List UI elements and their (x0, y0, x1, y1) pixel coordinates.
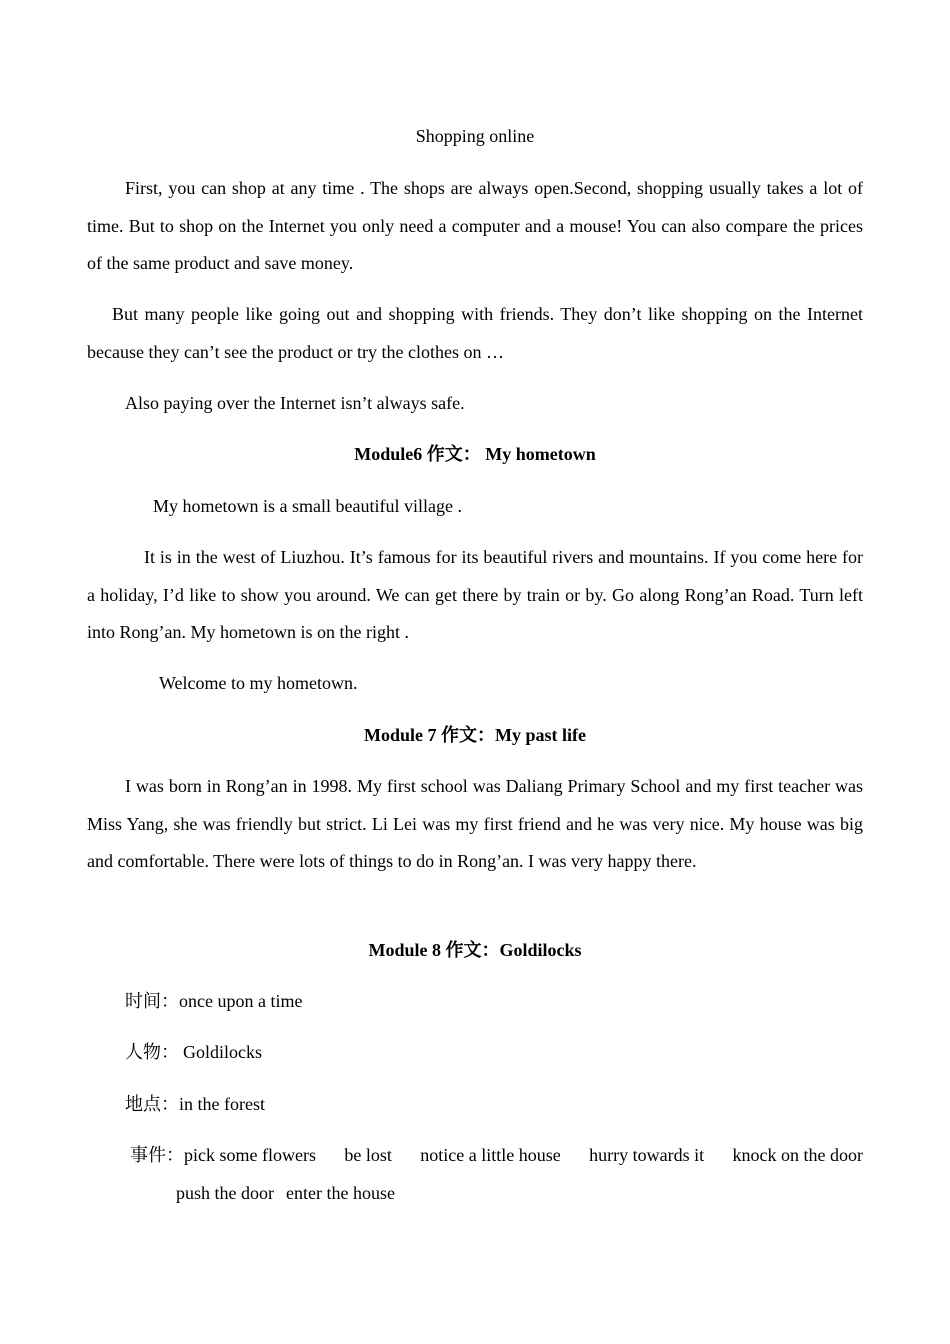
place-line (125, 1086, 265, 1124)
module6-paragraph-1: My hometown is a small beautiful village . (153, 496, 462, 516)
shopping-paragraph-3: Also paying over the Internet isn’t always safe. (125, 393, 465, 413)
event-item: push the door (176, 1182, 274, 1203)
place-value: in the forest (179, 1094, 265, 1114)
module6-paragraph-3: Welcome to my hometown. (159, 673, 358, 693)
event-item: knock on the door (732, 1145, 863, 1165)
time-label: 时间： (125, 991, 179, 1011)
module7-title: Module 7 作文：My past life (364, 725, 586, 745)
events-row-1 (130, 1137, 863, 1175)
module6-title: Module6 作文： My hometown (354, 444, 596, 464)
event-item: enter the house (286, 1182, 395, 1203)
event-item: hurry towards it (589, 1145, 705, 1165)
events-label: 事件： (130, 1145, 184, 1165)
event-item: notice a little house (420, 1145, 561, 1165)
events-block (130, 1137, 863, 1212)
time-value: once upon a time (179, 991, 303, 1011)
event-item: pick some flowers (184, 1145, 316, 1165)
shopping-paragraph-2: But many people like going out and shopping with friends. They don’t like shopping on the Internet because they can’t see the product or try the clothes on … (87, 304, 863, 362)
place-label: 地点： (125, 1094, 179, 1114)
shopping-paragraph-1: First, you can shop at any time . The shops are always open.Second, shopping usually takes a lot of time. But to shop on the Internet you only need a computer and a mouse! You can also compare the prices of the same product and save money. (87, 178, 863, 273)
shopping-title: Shopping online (415, 126, 535, 146)
event-item: be lost (344, 1145, 392, 1165)
module8-title: Module 8 作文：Goldilocks (368, 940, 582, 960)
module6-paragraph-2: It is in the west of Liuzhou. It’s famous for its beautiful rivers and mountains. If you come here for a holiday, I’d like to show you around. We can get there by train or by. Go along Rong’an Road. Turn left into Rong’an. My hometown is on the right . (87, 547, 863, 642)
people-value: Goldilocks (183, 1042, 262, 1062)
people-label: 人物： (125, 1042, 179, 1062)
people-line (125, 1034, 262, 1072)
events-row-2 (130, 1175, 863, 1213)
time-line (125, 983, 302, 1021)
module7-paragraph-1: I was born in Rong’an in 1998. My first school was Daliang Primary School and my first teacher was Miss Yang, she was friendly but strict. Li Lei was my first friend and he was very nice. My house was big and comfortable. There were lots of things to do in Rong’an. I was very happy there. (87, 776, 863, 871)
